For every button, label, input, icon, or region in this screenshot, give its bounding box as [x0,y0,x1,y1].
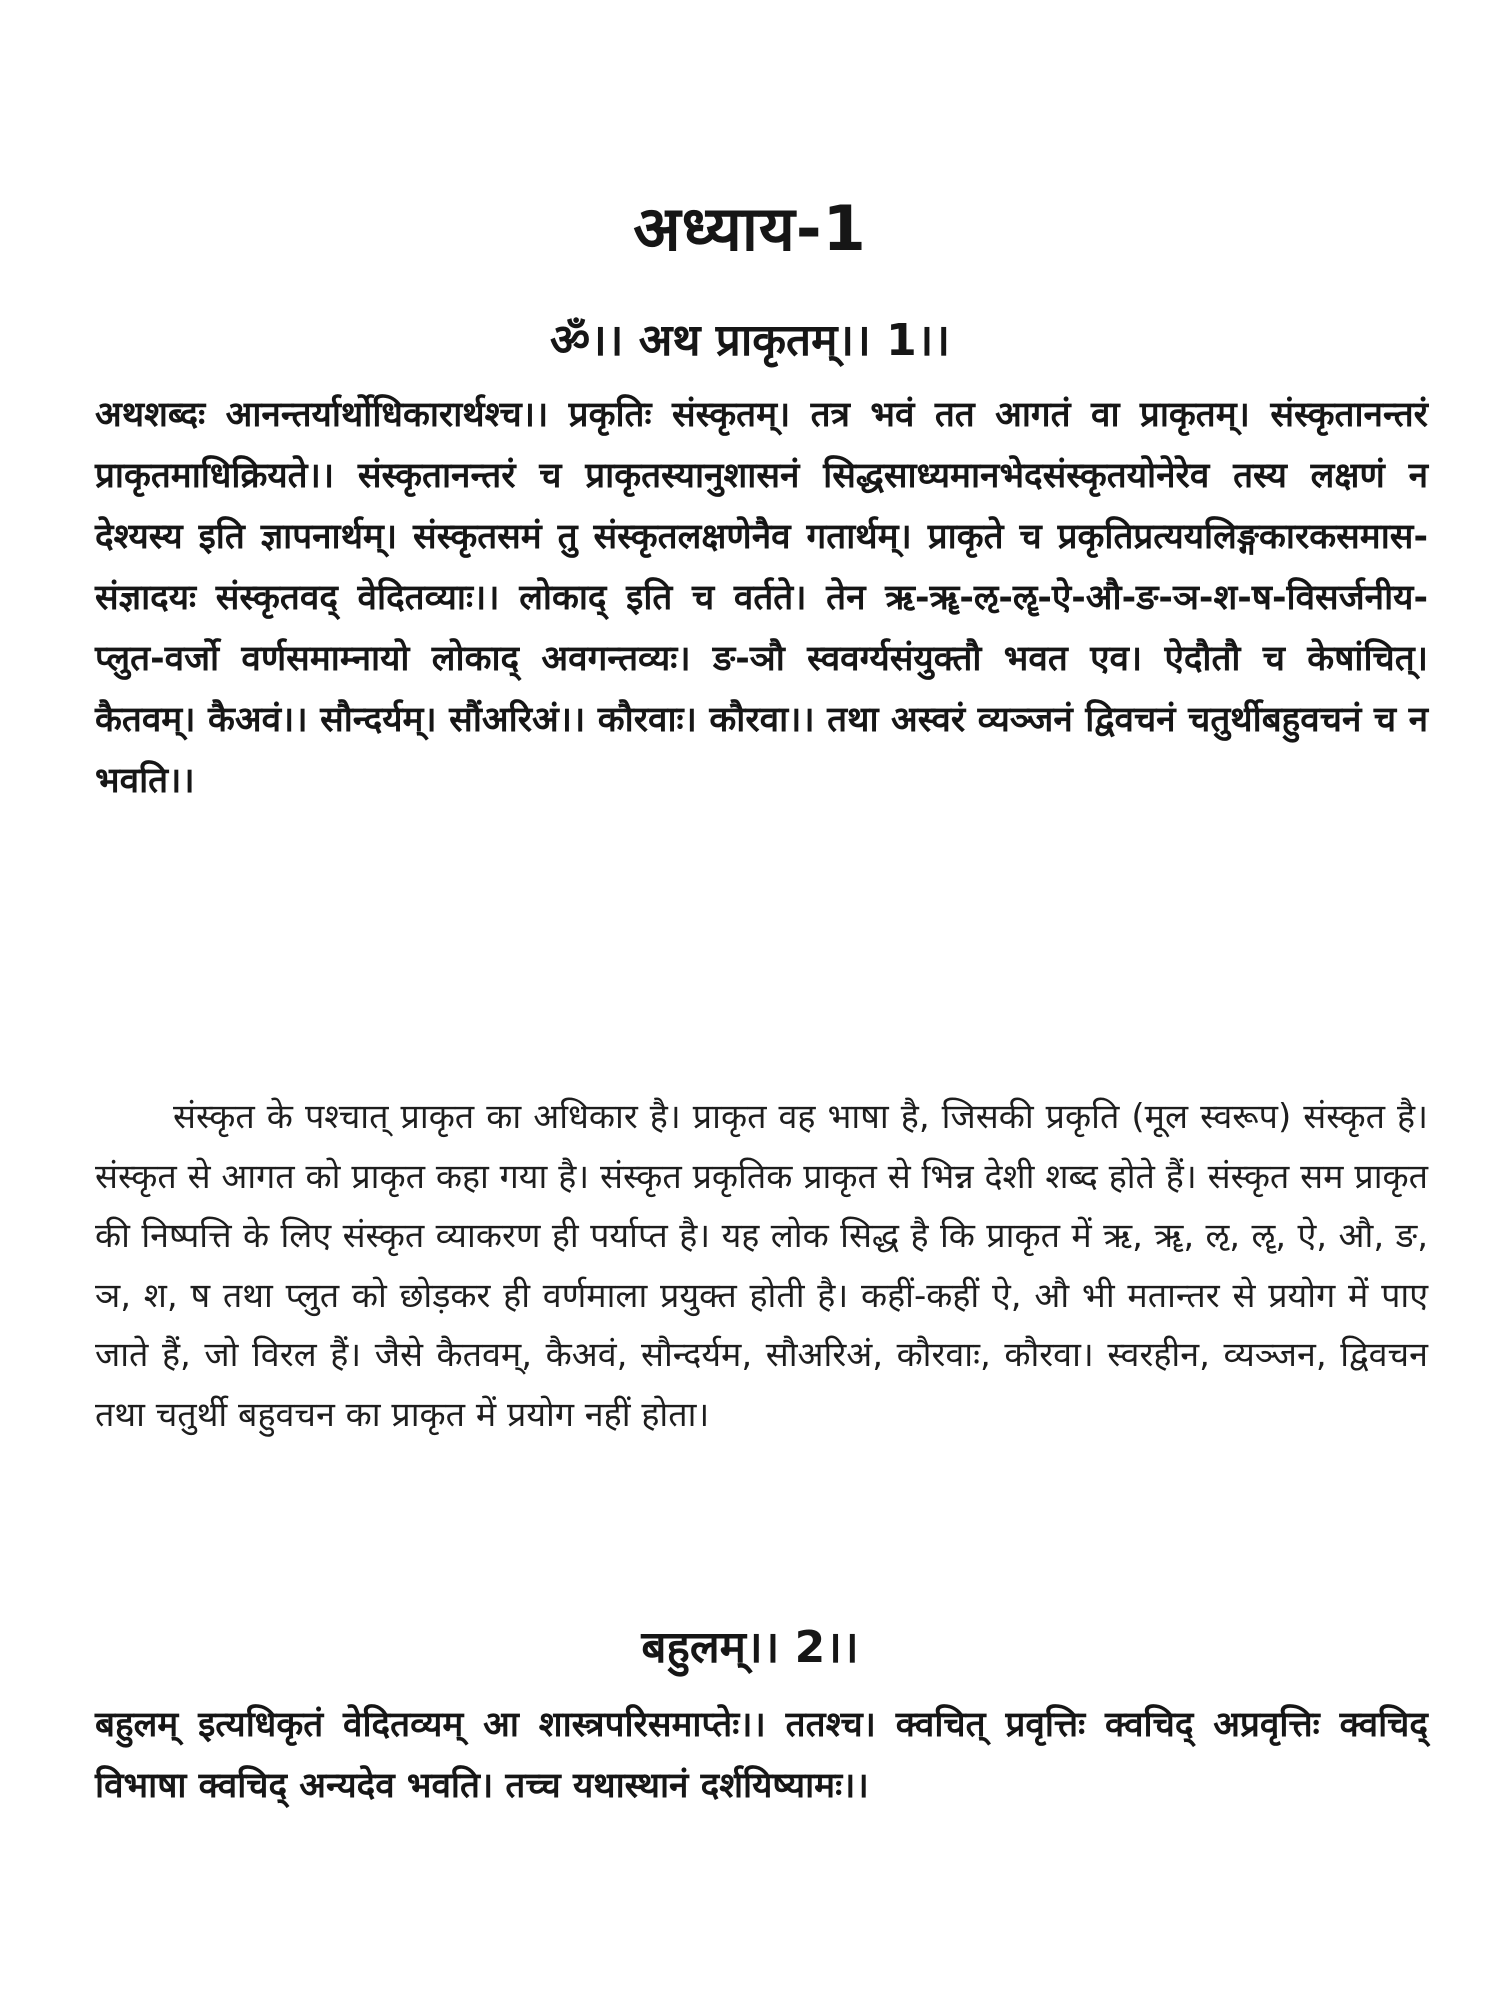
sutra-1-hindi-explanation: संस्कृत के पश्चात् प्राकृत का अधिकार है। प्राकृत वह भाषा है, जिसकी प्रकृति (मूल स्वरूप) संस्कृत है। संस्कृत से आगत को प्राकृत कहा गया है। संस्कृत प्रकृतिक प्राकृत से भिन्न देशी शब्द होते हैं। संस्कृत सम प्राकृत की निष्पत्ति के लिए संस्कृत व्याकरण ही पर्याप्त है। यह लोक सिद्ध है कि प्राकृत में ऋ, ॠ, ऌ, ॡ, ऐ, औ, ङ, ञ, श, ष तथा प्लुत को छोड़कर ही वर्णमाला प्रयुक्त होती है। कहीं-कहीं ऐ, औ भी मतान्तर से प्रयोग में पाए जाते हैं, जो विरल हैं। जैसे कैतवम्, कैअवं, सौन्दर्यम, सौअरिअं, कौरवाः, कौरवा। स्वरहीन, व्यञ्जन, द्विवचन तथा चतुर्थी बहुवचन का प्राकृत में प्रयोग नहीं होता। [95,1097,1428,1435]
sutra-1-commentary: अथशब्दः आनन्तर्यार्थोधिकारार्थश्च।। प्रकृतिः संस्कृतम्। तत्र भवं तत आगतं वा प्राकृतम्। संस्कृतानन्तरं प्राकृतमाधिक्रियते।। संस्कृतानन्तरं च प्राकृतस्यानुशासनं सिद्धसाध्यमानभेदसंस्कृतयोनेरेव तस्य लक्षणं न देश्यस्य इति ज्ञापनार्थम्। संस्कृतसमं तु संस्कृतलक्षणेनैव गतार्थम्। प्राकृते च प्रकृतिप्रत्ययलिङ्गकारकसमास-संज्ञादयः संस्कृतवद् वेदितव्याः।। लोकाद् इति च वर्तते। तेन ऋ-ॠ-ऌ-ॡ-ऐ-औ-ङ-ञ-श-ष-विसर्जनीय-प्लुत-वर्जो वर्णसमाम्नायो लोकाद् अवगन्तव्यः। ङ-ञौ स्ववर्ग्यसंयुक्तौ भवत एव। ऐदौतौ च केषांचित्। कैतवम्। कैअवं।। सौन्दर्यम्। सौंअरिअं।। कौरवाः। कौरवा।। तथा अस्वरं व्यञ्जनं द्विवचनं चतुर्थीबहुवचनं च न भवति।। [95,395,1428,801]
sutra-2-commentary: बहुलम् इत्यधिकृतं वेदितव्यम् आ शास्त्रपरिसमाप्तेः।। ततश्च। क्वचित् प्रवृत्तिः क्वचिद् अप्रवृत्तिः क्वचिद् विभाषा क्वचिद् अन्यदेव भवति। तच्च यथास्थानं दर्शयिष्यामः।। [95,1705,1428,1806]
sutra-1-heading: ॐ।। अथ प्राकृतम्।। 1।। [549,315,951,366]
sutra-2-heading: बहुलम्।। 2।। [641,1622,859,1673]
chapter-title: अध्याय-1 [633,192,867,265]
